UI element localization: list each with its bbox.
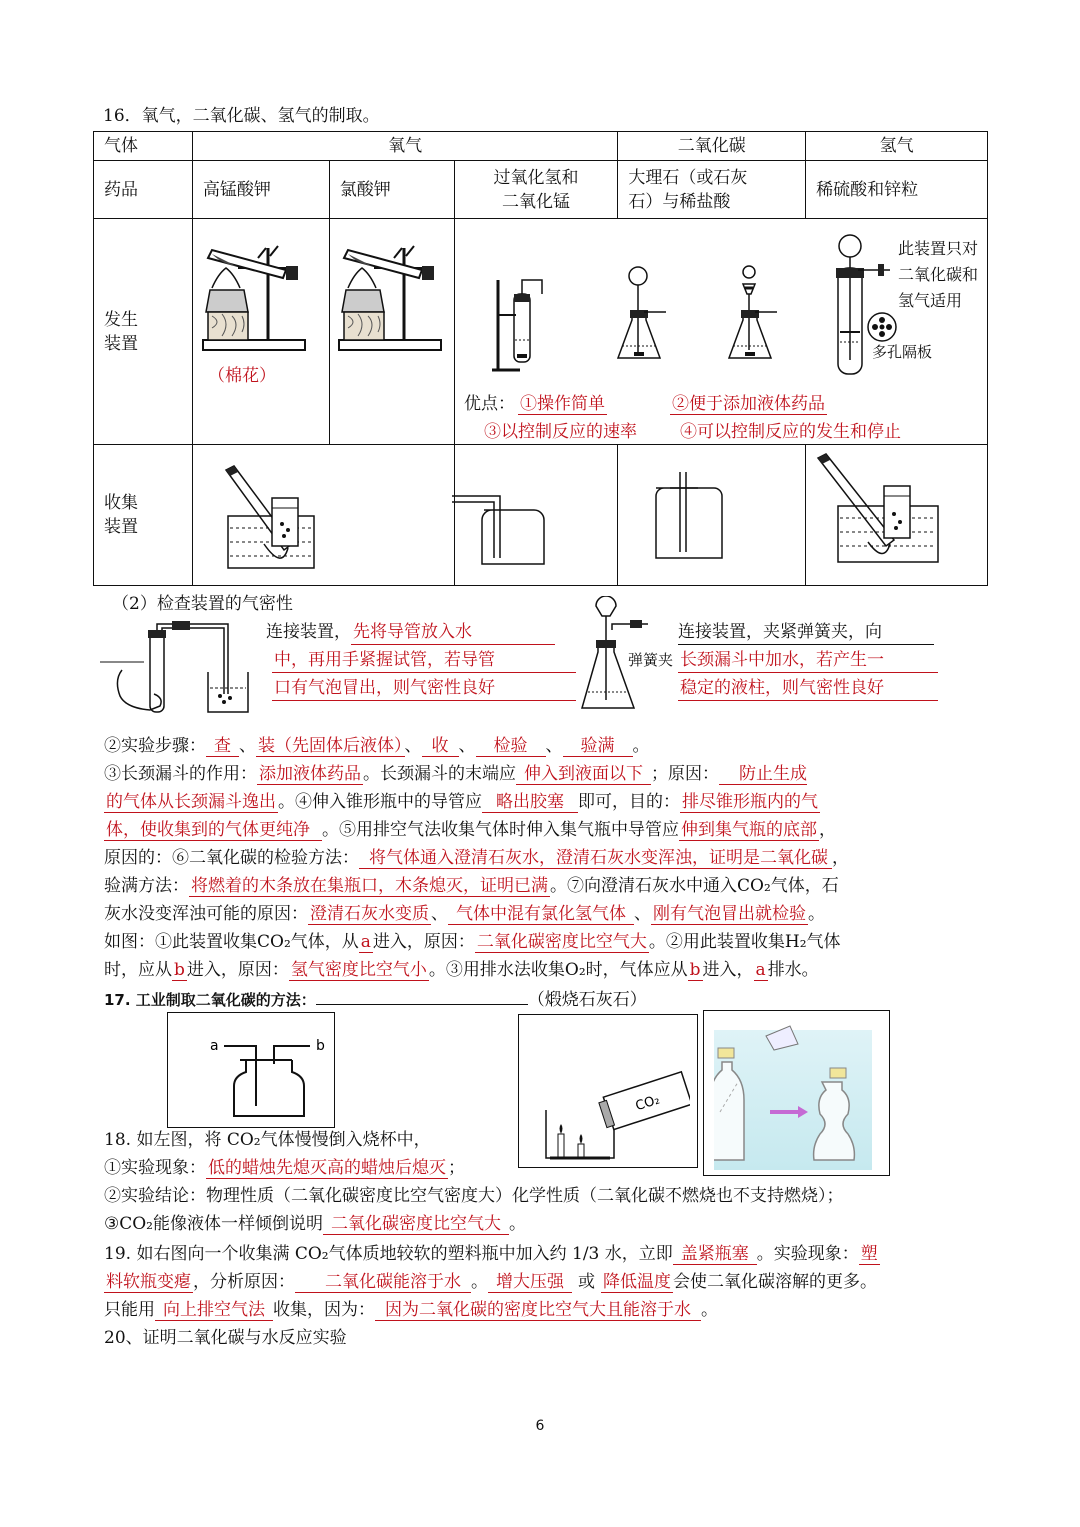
- airtight-left-answer-3: 口有气泡冒出，则气密性良好: [272, 676, 576, 701]
- water-displacement-collection-1: [198, 458, 318, 578]
- q20-title: 20、证明二氧化碳与水反应实验: [104, 1328, 347, 1348]
- q17-title: 17. 工业制取二氧化碳的方法：: [104, 991, 316, 1009]
- step-2: 装（先固体后液体）: [258, 736, 403, 756]
- advantages-label: 优点：: [464, 394, 515, 414]
- kipp-note: 此装置只对 二氧化碳和 氢气适用: [898, 239, 979, 310]
- two-port-gas-bottle: [200, 1030, 340, 1120]
- step-1: 查: [206, 736, 239, 757]
- steps-label: ②实验步骤：: [104, 736, 206, 756]
- airtight-right-line-3: 稳定的液柱，则气密性良好: [678, 676, 938, 701]
- q18-conclusion: ②实验结论：物理性质（二氧化碳密度比空气密度大）化学性质（二氧化碳不燃烧也不支持燃烧）；: [104, 1186, 844, 1206]
- header-hydrogen: 氢气: [806, 132, 988, 161]
- downward-air-collection: [450, 488, 550, 568]
- water-displacement-collection-2: [814, 452, 942, 572]
- porous-plate-label: 多孔隔板: [872, 343, 933, 361]
- step-4: 检验: [476, 736, 546, 757]
- porous-plate-icon: [866, 311, 898, 343]
- plastic-bottle-figure: [714, 1022, 884, 1170]
- reagent-zn: 稀硫酸和锌粒: [806, 161, 988, 219]
- test-tube-generator: [490, 270, 550, 380]
- airtight-left-answer-1: 先将导管放入水: [351, 620, 555, 645]
- page-number: 6: [535, 1418, 545, 1434]
- port-a-label: a: [210, 1038, 219, 1054]
- advantage-1: ①操作简单: [520, 394, 605, 414]
- q16-title: 16．氧气，二氧化碳、氢气的制取。: [103, 106, 380, 126]
- advantage-4: ④可以控制反应的发生和停止: [680, 422, 901, 442]
- airtight-right-line-2: 长颈漏斗中加水，若产生一: [678, 648, 938, 673]
- header-gas: 气体: [94, 132, 193, 161]
- q18-title: 18. 如左图，将 CO₂气体慢慢倒入烧杯中，: [104, 1130, 431, 1150]
- pour-co2-figure: [530, 1060, 690, 1164]
- co2-label: CO₂: [633, 1092, 662, 1115]
- spring-clip-label: 弹簧夹: [628, 651, 674, 669]
- step-5: 验满: [563, 736, 633, 757]
- row-reagent-label: 药品: [94, 161, 193, 219]
- airtight-right-line-1: 连接装置，夹紧弹簧夹，向: [678, 620, 934, 645]
- row-gen-label: 发生 装置: [94, 219, 193, 445]
- reagent-kclo3: 氯酸钾: [329, 161, 454, 219]
- heating-apparatus-2: [334, 228, 446, 358]
- advantage-3: ③以控制反应的速率: [484, 422, 637, 442]
- airtight-hand-test-figure: [100, 616, 260, 718]
- upward-air-collection: [650, 468, 730, 564]
- funnel-flask-generator: [725, 260, 785, 372]
- step-3: 收: [422, 736, 459, 757]
- row-collect-label: 收集 装置: [94, 445, 193, 586]
- cotton-label: （棉花）: [208, 366, 276, 386]
- reagent-caco3: 大理石（或石灰 石）与稀盐酸: [618, 161, 806, 219]
- header-oxygen: 氧气: [192, 132, 618, 161]
- q17-hint: （煅烧石灰石）: [527, 990, 647, 1010]
- reagent-h2o2: 过氧化氢和 二氧化锰: [454, 161, 618, 219]
- reagent-kmno4: 高锰酸钾: [192, 161, 329, 219]
- q17-answer-blank[interactable]: [316, 986, 528, 1005]
- heating-apparatus-1: [198, 228, 310, 358]
- flask-generator: [614, 262, 674, 372]
- header-co2: 二氧化碳: [618, 132, 806, 161]
- advantage-2: ②便于添加液体药品: [672, 394, 825, 414]
- airtight-left-prefix: 连接装置，: [266, 622, 351, 642]
- airtight-title: （2）检查装置的气密性: [112, 594, 293, 614]
- airtight-left-answer-2: 中，再用手紧握试管，若导管: [272, 648, 576, 673]
- port-b-label: b: [316, 1038, 325, 1054]
